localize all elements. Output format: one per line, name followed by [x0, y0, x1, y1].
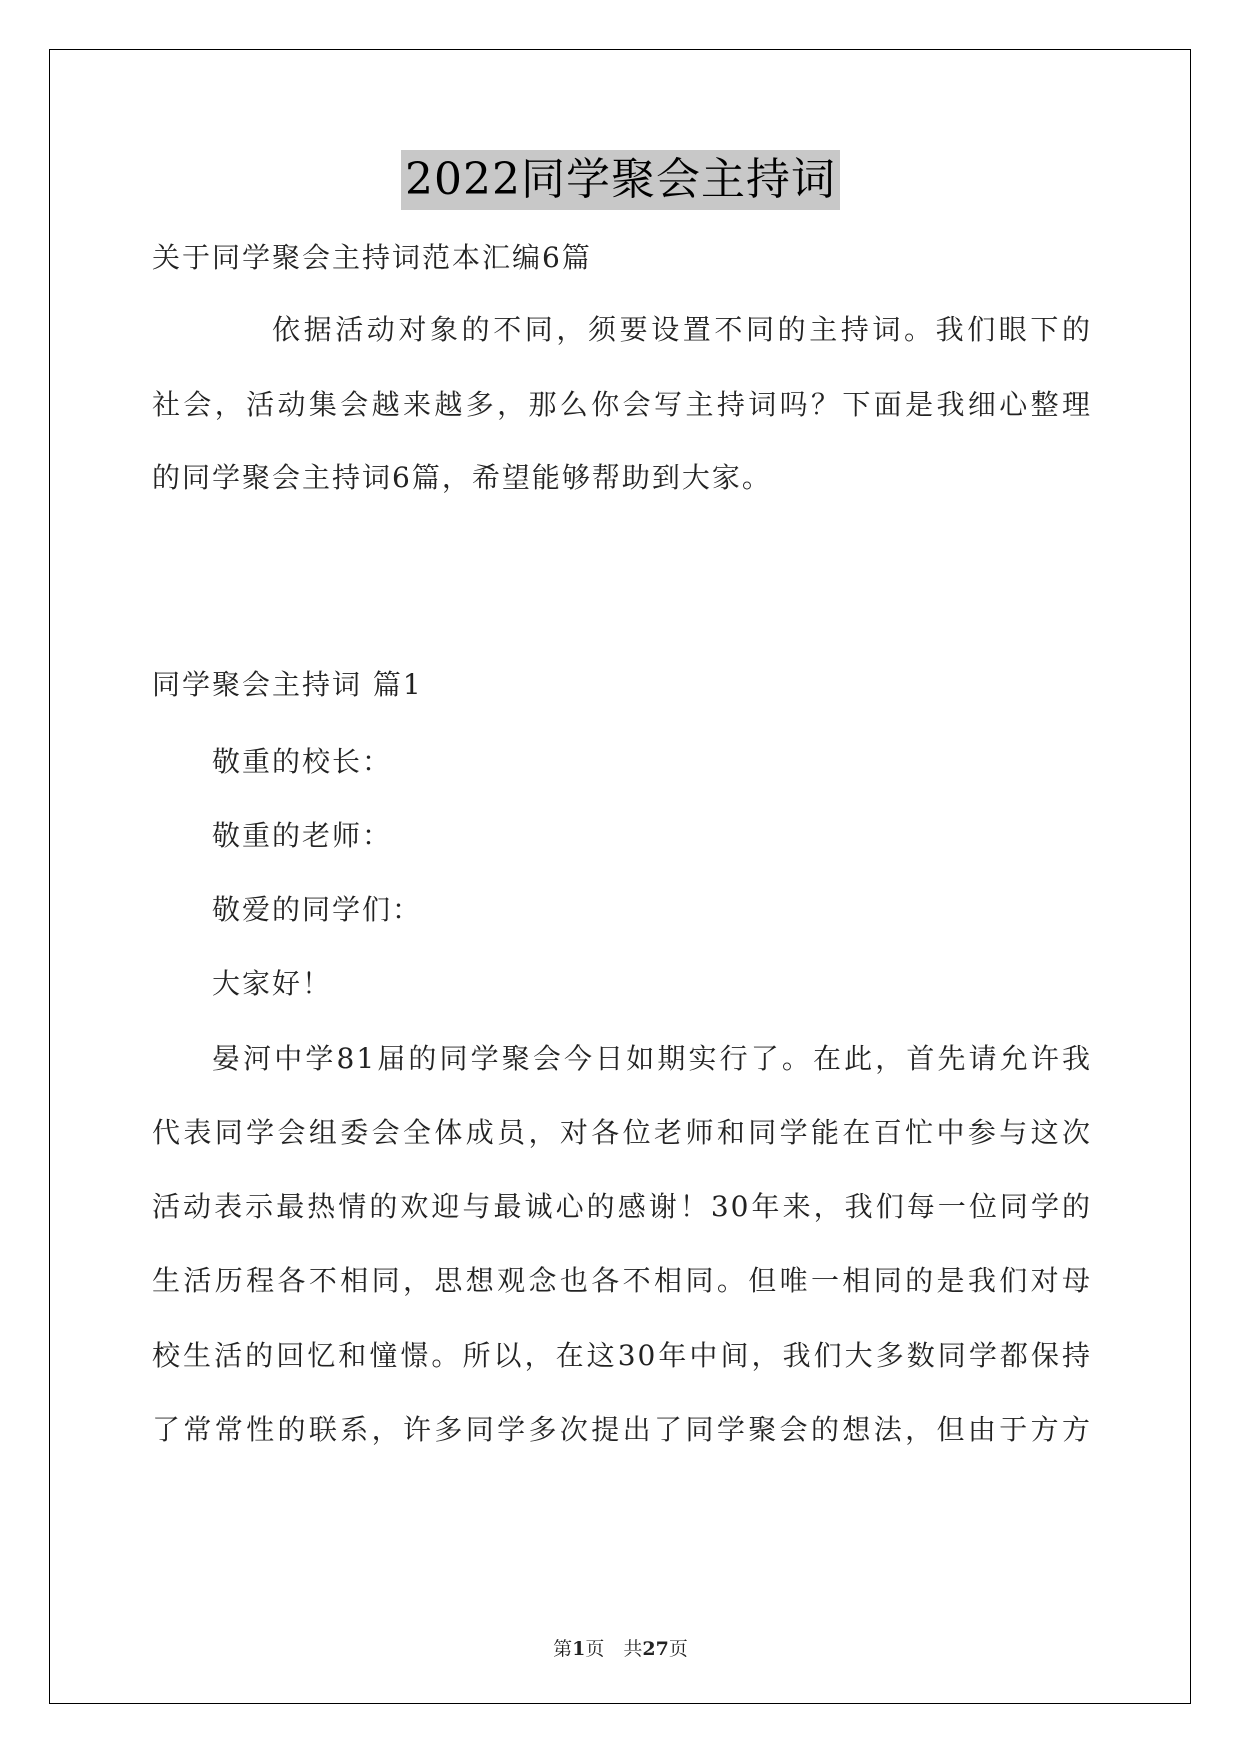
- intro-line-3: 的同学聚会主持词6篇，希望能够帮助到大家。: [152, 461, 772, 494]
- page-border: [49, 49, 1191, 1704]
- footer-current-page: 1: [572, 1638, 586, 1660]
- body-line-1: 晏河中学81届的同学聚会今日如期实行了。在此，首先请允许我: [212, 1042, 1092, 1075]
- salutation-classmates: 敬爱的同学们：: [212, 893, 423, 926]
- document-title: 2022同学聚会主持词: [401, 150, 840, 210]
- body-line-2: 代表同学会组委会全体成员，对各位老师和同学能在百忙中参与这次: [152, 1116, 1092, 1149]
- body-line-4: 生活历程各不相同，思想观念也各不相同。但唯一相同的是我们对母: [152, 1264, 1092, 1297]
- body-line-6: 了常常性的联系，许多同学多次提出了同学聚会的想法，但由于方方: [152, 1413, 1092, 1446]
- page-footer: [0, 1634, 1241, 1661]
- footer-total-pages: 27: [642, 1638, 669, 1660]
- salutation-teachers: 敬重的老师：: [212, 819, 393, 852]
- body-line-3: 活动表示最热情的欢迎与最诚心的感谢！30年来，我们每一位同学的: [152, 1190, 1092, 1223]
- salutation-principal: 敬重的校长：: [212, 745, 393, 778]
- footer-mid: 页 共: [585, 1638, 643, 1660]
- footer-prefix: 第: [553, 1638, 573, 1660]
- document-subtitle: 关于同学聚会主持词范本汇编6篇: [152, 241, 592, 274]
- title-wrap: [0, 150, 1241, 210]
- intro-line-2: 社会，活动集会越来越多，那么你会写主持词吗？下面是我细心整理: [152, 388, 1092, 421]
- footer-suffix: 页: [668, 1638, 688, 1660]
- body-line-5: 校生活的回忆和憧憬。所以，在这30年中间，我们大多数同学都保持: [152, 1339, 1092, 1372]
- greeting: 大家好！: [212, 967, 333, 1000]
- intro-line-1: 依据活动对象的不同，须要设置不同的主持词。我们眼下的: [272, 313, 1092, 346]
- section-heading: 同学聚会主持词 篇1: [152, 668, 423, 701]
